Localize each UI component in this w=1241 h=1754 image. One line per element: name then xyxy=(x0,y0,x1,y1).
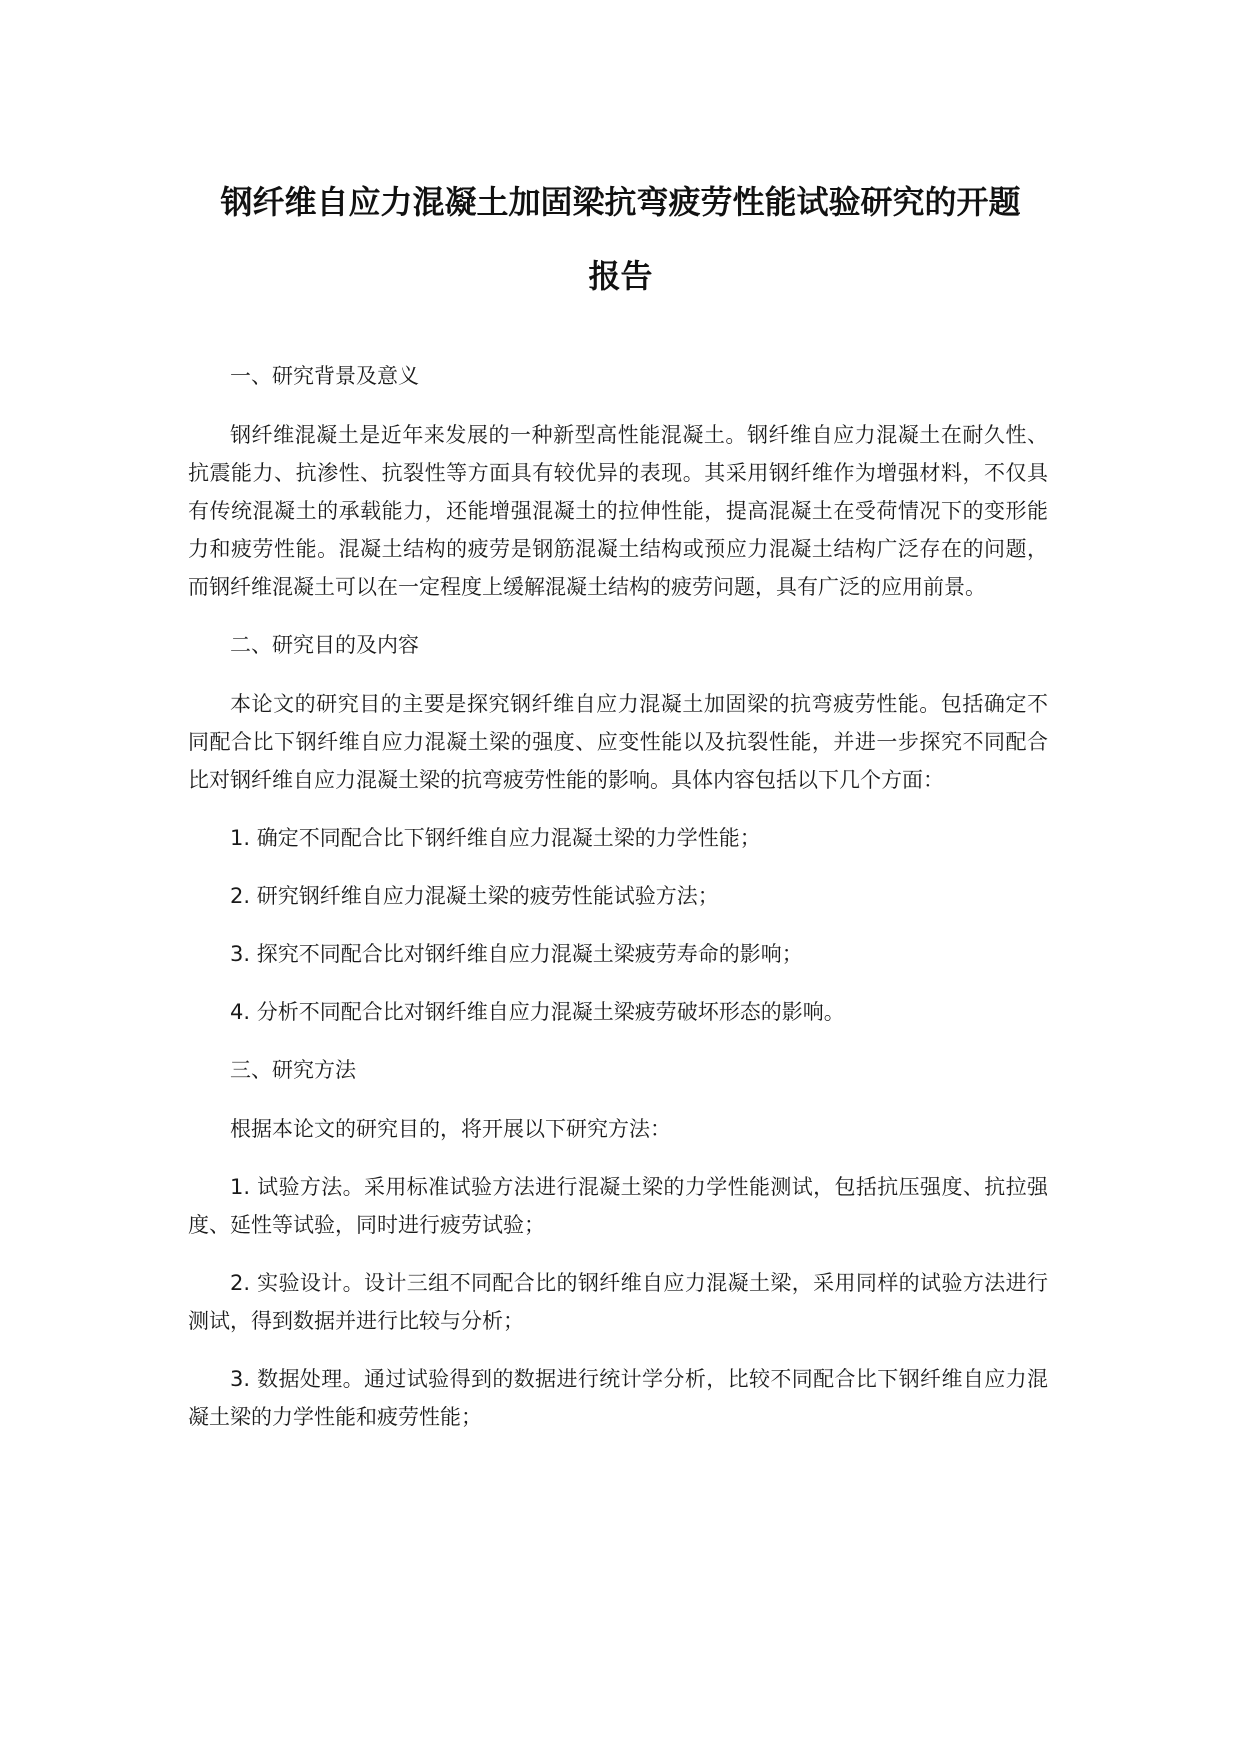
paragraph-methods-intro: 根据本论文的研究目的，将开展以下研究方法： xyxy=(230,1117,671,1141)
document-body xyxy=(188,357,1048,1456)
list-item: 2. 研究钢纤维自应力混凝土梁的疲劳性能试验方法； xyxy=(230,884,719,908)
section-heading-background: 一、研究背景及意义 xyxy=(230,364,419,388)
paragraph-objectives: 本论文的研究目的主要是探究钢纤维自应力混凝土加固梁的抗弯疲劳性能。包括确定不同配合比下钢纤维自应力混凝土梁的强度、应变性能以及抗裂性能，并进一步探究不同配合比对钢纤维自应力混凝土梁的抗弯疲劳性能的影响。具体内容包括以下几个方面： xyxy=(188,692,1048,792)
section-heading-methods: 三、研究方法 xyxy=(230,1058,356,1082)
list-item: 3. 探究不同配合比对钢纤维自应力混凝土梁疲劳寿命的影响； xyxy=(230,942,803,966)
list-item: 4. 分析不同配合比对钢纤维自应力混凝土梁疲劳破坏形态的影响。 xyxy=(230,1000,845,1024)
method-item: 2. 实验设计。设计三组不同配合比的钢纤维自应力混凝土梁，采用同样的试验方法进行测试，得到数据并进行比较与分析； xyxy=(188,1271,1048,1333)
list-item: 1. 确定不同配合比下钢纤维自应力混凝土梁的力学性能； xyxy=(230,826,761,850)
document-title-line-2: 报告 xyxy=(588,257,653,295)
method-item: 3. 数据处理。通过试验得到的数据进行统计学分析，比较不同配合比下钢纤维自应力混凝土梁的力学性能和疲劳性能； xyxy=(188,1367,1048,1429)
paragraph-background: 钢纤维混凝土是近年来发展的一种新型高性能混凝土。钢纤维自应力混凝土在耐久性、抗震能力、抗渗性、抗裂性等方面具有较优异的表现。其采用钢纤维作为增强材料，不仅具有传统混凝土的承载能力，还能增强混凝土的拉伸性能，提高混凝土在受荷情况下的变形能力和疲劳性能。混凝土结构的疲劳是钢筋混凝土结构或预应力混凝土结构广泛存在的问题，而钢纤维混凝土可以在一定程度上缓解混凝土结构的疲劳问题，具有广泛的应用前景。 xyxy=(188,423,1048,599)
method-item: 1. 试验方法。采用标准试验方法进行混凝土梁的力学性能测试，包括抗压强度、抗拉强度、延性等试验，同时进行疲劳试验； xyxy=(188,1175,1048,1237)
document-title-line-1: 钢纤维自应力混凝土加固梁抗弯疲劳性能试验研究的开题 xyxy=(220,183,1021,221)
section-heading-objectives: 二、研究目的及内容 xyxy=(230,633,419,657)
